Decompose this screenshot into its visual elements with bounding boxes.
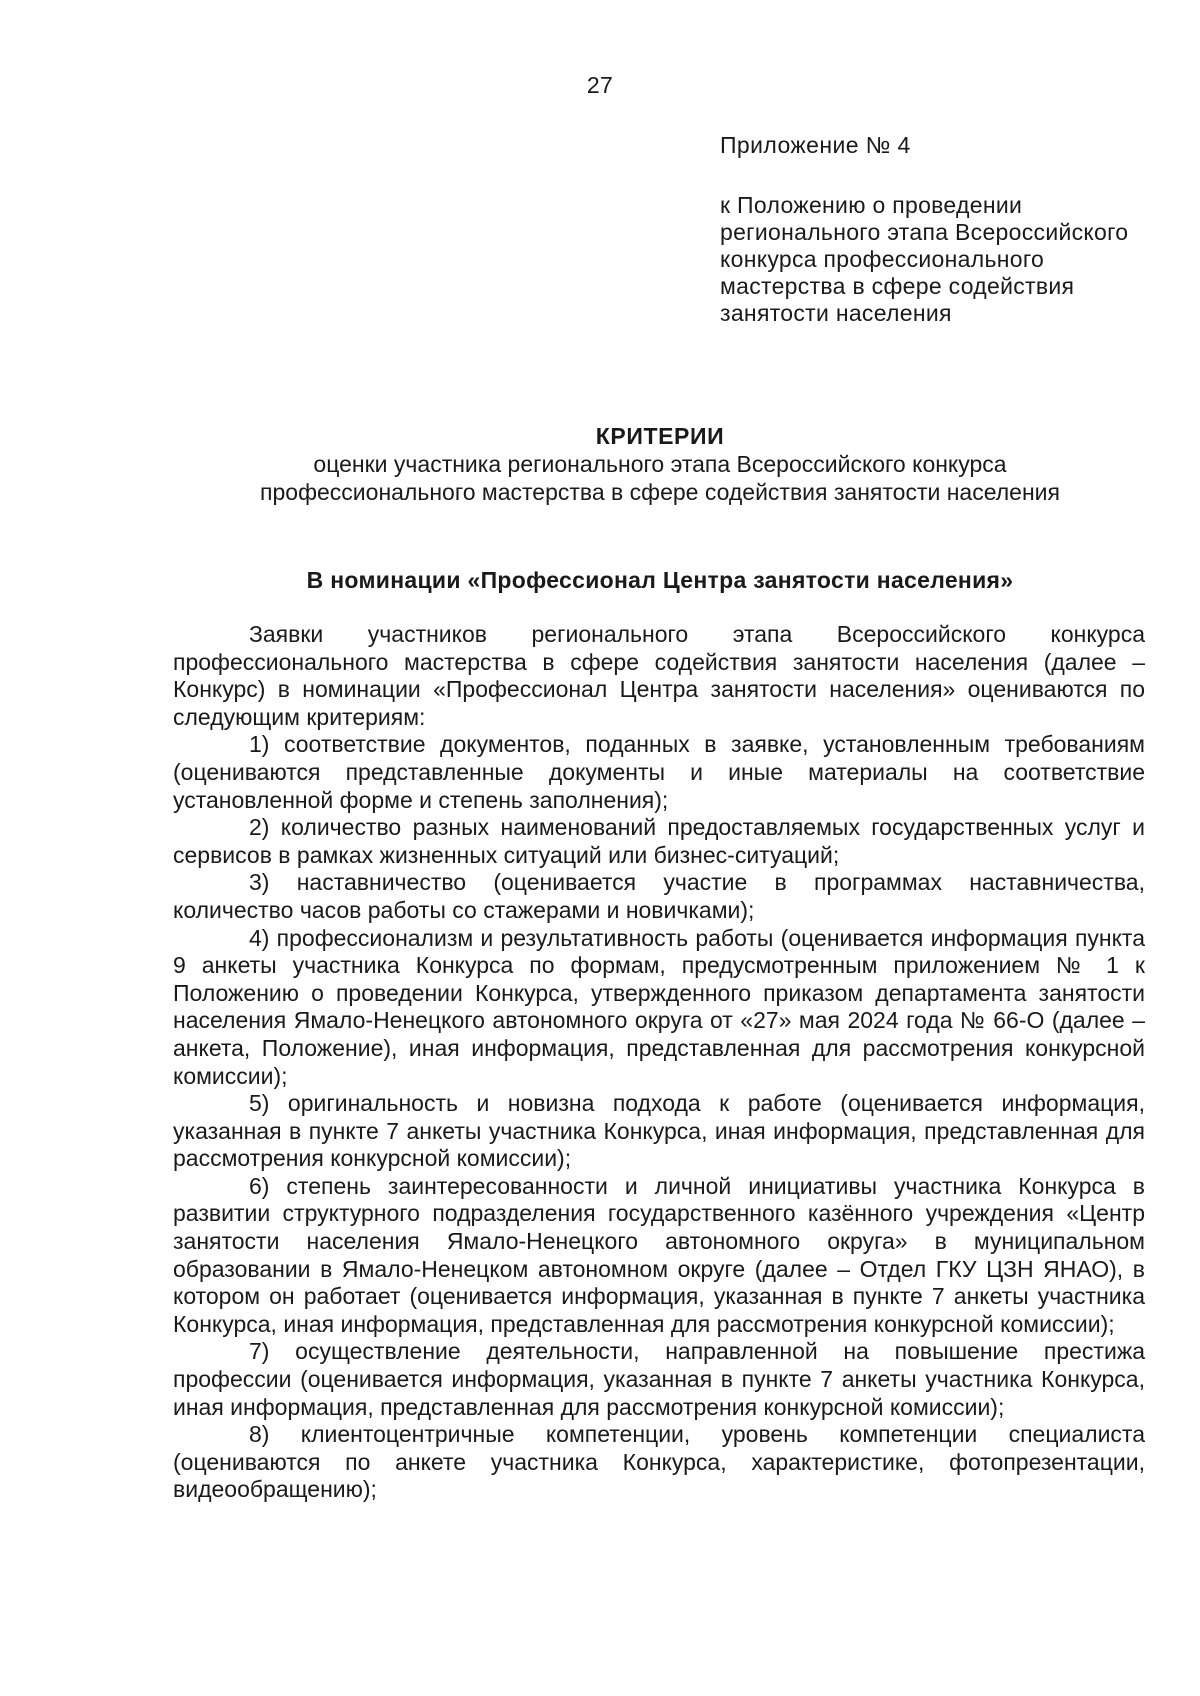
appendix-block [720,132,1160,327]
nomination-heading: В номинации «Профессионал Центра занятости населения» [306,567,1014,593]
criterion-item: 7) осуществление деятельности, направленной на повышение престижа профессии (оценивается информация, указанная в пункте 7 анкеты участника Конкурса, иная информация, представленная для рассмотрения конкурсной комиссии); [173,1338,1145,1420]
criterion-item: 8) клиентоцентричные компетенции, уровень компетенции специалиста (оцениваются по анкете участника Конкурса, характеристике, фотопрезентации, видеообращению); [173,1421,1145,1503]
intro-paragraph: Заявки участников регионального этапа Всероссийского конкурса профессионального мастерства в сфере содействия занятости населения (далее – Конкурс) в номинации «Профессионал Центра занятости населения» оцениваются по следующим критериям: [173,621,1145,730]
criterion-item: 4) профессионализм и результативность работы (оценивается информация пункта 9 анкеты участника Конкурса по формам, предусмотренным приложением № 1 к Положению о проведении Конкурса, утвержденного приказом департамента занятости населения Ямало-Ненецкого автономного округа от «27» мая 2024 года № 66-О (далее – анкета, Положение), иная информация, представленная для рассмотрения конкурсной комиссии); [173,924,1145,1089]
criterion-item: 5) оригинальность и новизна подхода к работе (оценивается информация, указанная в пункте 7 анкеты участника Конкурса, иная информация, представленная для рассмотрения конкурсной комиссии); [173,1090,1145,1172]
criterion-item: 1) соответствие документов, поданных в заявке, установленным требованиям (оцениваются представленные документы и иные материалы на соответствие установленной форме и степень заполнения); [173,731,1145,813]
criterion-item: 6) степень заинтересованности и личной инициативы участника Конкурса в развитии структурного подразделения государственного казённого учреждения «Центр занятости населения Ямало-Ненецкого автономного округа» в муниципальном образовании в Ямало-Ненецком автономном округе (далее – Отдел ГКУ ЦЗН ЯНАО), в котором он работает (оценивается информация, указанная в пункте 7 анкеты участника Конкурса, иная информация, представленная для рассмотрения конкурсной комиссии); [173,1172,1145,1337]
criterion-item: 3) наставничество (оценивается участие в программах наставничества, количество часов работы со стажерами и новичками); [173,869,1145,923]
document-heading [160,422,1160,506]
page-number: 27 [586,72,614,98]
appendix-title: Приложение № 4 [720,132,911,158]
appendix-reference: к Положению о проведении регионального этапа Всероссийского конкурса профессионального мастерства в сфере содействия занятости населения [720,192,1129,326]
document-subtitle-line-1: оценки участника регионального этапа Всероссийского конкурса [313,451,1007,477]
document-subtitle-line-2: профессионального мастерства в сфере содействия занятости населения [260,479,1060,505]
criterion-item: 2) количество разных наименований предоставляемых государственных услуг и сервисов в рамках жизненных ситуаций или бизнес-ситуаций; [173,814,1145,868]
document-body [173,621,1145,1504]
document-title: КРИТЕРИИ [595,423,725,449]
